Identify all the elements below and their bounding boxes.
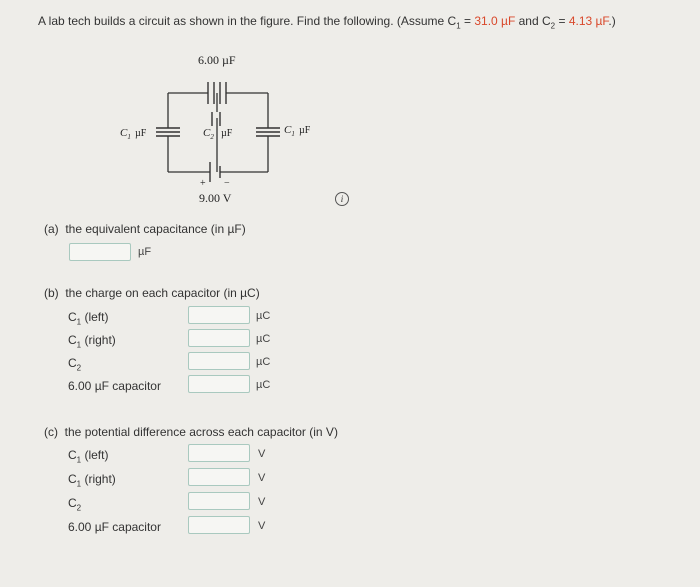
voltage-6uf-input[interactable] [188,516,250,534]
part-b-text: the charge on each capacitor (in µC) [65,286,260,300]
part-c-row-label: 6.00 µF capacitor [68,520,161,534]
part-b-row-label: $C_1$ (left) [68,310,109,327]
part-c-heading [44,425,338,439]
voltage-c1-right-input[interactable] [188,468,250,486]
problem-intro: A lab tech builds a circuit as shown in the figure. Find the following. (Assume [38,14,448,28]
part-c-unit: V [258,496,266,508]
charge-c1-right-input[interactable] [188,329,250,347]
problem-statement [38,14,616,30]
c2-capacitor-symbol [212,112,220,126]
left-cap-unit: µF [135,128,147,139]
part-b-unit: µC [256,310,271,322]
part-b-heading [44,286,260,300]
part-b-unit: µC [256,379,271,391]
c1-value: 31.0 µF [474,14,516,28]
part-c-row-label: $C_1$ (left) [68,448,109,465]
c1-symbol: $C_1$ [447,14,461,31]
top-cap-label: 6.00 µF [198,53,236,67]
part-c-row-label: $C_1$ (right) [68,472,116,489]
charge-6uf-input[interactable] [188,375,250,393]
part-c-text: the potential difference across each capacitor (in V) [64,425,338,439]
part-a-label: (a) [44,222,59,236]
part-a-unit: µF [138,246,152,258]
part-a-heading [44,222,246,236]
part-b-row-label: $C_1$ (right) [68,333,116,350]
voltage-c1-left-input[interactable] [188,444,250,462]
c2-value: 4.13 µF [568,14,609,28]
right-cap-symbol: $C_1$ [284,124,295,138]
part-b-unit: µC [256,356,271,368]
left-cap-symbol: $C_1$ [120,127,131,141]
mid-cap-unit: µF [221,128,233,139]
battery-label: 9.00 V [199,191,232,205]
charge-c2-input[interactable] [188,352,250,370]
c1-equals: = [460,14,475,28]
part-b-row-label: $C_2$ [68,356,82,373]
c2-symbol: $C_2$ [542,14,556,31]
part-b-row-label: 6.00 µF capacitor [68,379,161,393]
part-a-text: the equivalent capacitance (in µF) [65,222,246,236]
charge-c1-left-input[interactable] [188,306,250,324]
battery-plus: + [200,178,206,189]
mid-cap-symbol: $C_2$ [203,127,214,141]
battery-minus: − [224,178,230,189]
part-c-label: (c) [44,425,58,439]
info-icon[interactable]: i [335,192,349,206]
right-cap-unit: µF [299,125,311,136]
part-c-unit: V [258,472,266,484]
equivalent-capacitance-input[interactable] [69,243,131,261]
and-text: and [515,14,542,28]
part-c-row-label: $C_2$ [68,496,82,513]
c2-equals: = [555,14,569,28]
close-paren: .) [608,14,616,28]
part-c-unit: V [258,448,266,460]
part-b-unit: µC [256,333,271,345]
left-c1-capacitor-symbol [156,128,180,136]
circuit-diagram [100,40,340,210]
right-c1-capacitor-symbol [256,128,280,136]
part-c-unit: V [258,520,266,532]
voltage-c2-input[interactable] [188,492,250,510]
part-b-label: (b) [44,286,59,300]
battery-symbol [210,162,220,182]
